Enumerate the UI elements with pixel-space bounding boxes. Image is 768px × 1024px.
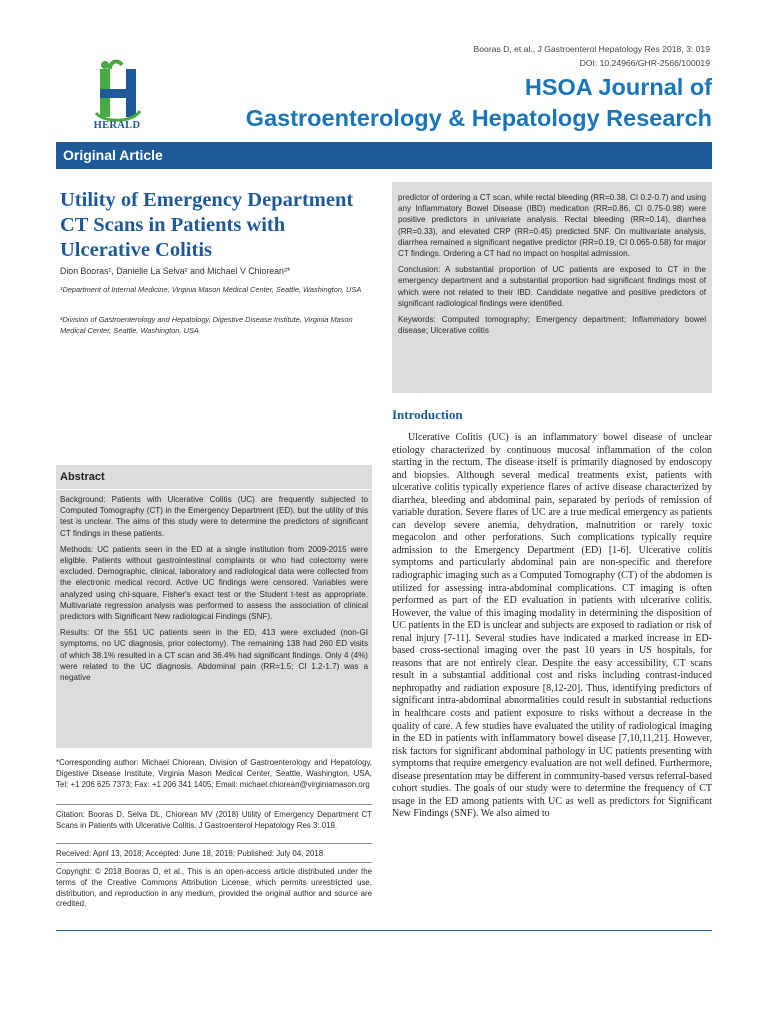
header-citation: [370, 42, 710, 70]
introduction-heading: Introduction: [392, 407, 463, 422]
abstract-background: Background: Patients with Ulcerative Colitis (UC) are frequently subjected to Computed Tomography (CT) in the Emergency Department (ED), but the utility of this test is unclear. The aims of this study were to determine the predictors of significant CT findings in these patients.: [60, 495, 368, 538]
note-divider: [56, 804, 372, 805]
abstract-body: [60, 494, 368, 688]
citation-line: Booras D, et al., J Gastroenterol Hepatology Res 2018, 3: 019: [473, 44, 710, 54]
abstract-results: Results: Of the 551 UC patients seen in the ED, 413 were excluded (non-GI symptoms, no UC diagnosis, prior colectomy). The remaining 138 had 260 ED visits of which 38.1% resulted in a CT scan and 36.4% had significant findings. Only 4 (4%) were related to the UC diagnosis. Abdominal pain (RR=1.5; CI 1.2-1.7) was a negative: [60, 628, 368, 683]
paper-title: Utility of Emergency Department CT Scans in Patients with Ulcerative Colitis: [60, 189, 354, 261]
abstract-heading: Abstract: [60, 471, 105, 483]
article-type-label: Original Article: [63, 147, 163, 163]
affiliation-1: ¹Department of Internal Medicine, Virginia Mason Medical Center, Seattle, Washington, USA: [60, 285, 362, 294]
abstract-keywords: Keywords: Computed tomography; Emergency department; Inflammatory bowel disease; Ulcerative colitis: [398, 315, 706, 336]
journal-title-line2: Gastroenterology & Hepatology Research: [245, 105, 712, 131]
citation-note: Citation: Booras D, Selva DL, Chiorean MV (2018) Utility of Emergency Department CT Scans in Patients with Ulcerative Colitis. J Gastroenterol Hepatology Res 3: 019.: [56, 810, 372, 830]
logo-text: HERALD: [93, 120, 141, 131]
note-divider: [56, 862, 372, 863]
abstract-results-continued: predictor of ordering a CT scan, while rectal bleeding (RR=0.38, CI 0.2-0.7) and using any Inflammatory Bowel Disease (IBD) medication (RR=0.86, CI 0.75-0.98) were positive predictors in univariate analysis. Rectal bleeding (RR=0.14), diarrhea (RR=0.33), and elevated CRP (RR=0.45) predicted SNF. On multivariate analysis, diarrhea remained a significant negative predictor (RR=0.19, CI 0.065-0.58) for major CT findings. Ordering a CT had no impact on hospital admission.: [398, 193, 706, 259]
abstract-continued-box: [392, 182, 712, 393]
note-divider: [56, 843, 372, 844]
corresponding-author-note: *Corresponding author: Michael Chiorean, Division of Gastroenterology and Hepatology, Digestive Disease Institute, Virginia Mason Medical Center, Seattle, Washington, USA, Tel: +1 206 625 7373; Fax: +1 206 341 1405; Email: michael.chiorean@virginiamason.org: [56, 758, 372, 789]
abstract-methods: Methods: UC patients seen in the ED at a single institution from 2009-2015 were eligible. Patients without gastrointestinal complaints or who had colectomy were excluded. Demographic, clinical, laboratory and radiological data were collected from the electronic medical record. Active UC findings were censored. Variables were analyzed using chi-square, Fisher's exact test or the Student t-test as appropriate. Multivariate regression analysis was performed to assess the association of clinical predictors with Significant New radiological Findings (SNF).: [60, 544, 368, 622]
abstract-continued-body: [398, 192, 706, 341]
abstract-conclusion: Conclusion: A substantial proportion of UC patients are exposed to CT in the emergency department and a substantial proportion had significant findings most of which were not related to their IBD. Candidate negative and positive predictors of significant radiological findings were identified.: [398, 265, 706, 308]
author-list: Dion Booras¹, Danielle La Selva² and Michael V Chiorean²*: [60, 266, 291, 276]
dates-note: Received: April 13, 2018; Accepted: June 18, 2018; Published: July 04, 2018: [56, 849, 324, 858]
abstract-box: [56, 465, 372, 748]
affiliation-2: ²Division of Gastroenterology and Hepatology, Digestive Disease Institute, Virginia Mason Medical Center, Seattle, Washington, USA: [60, 315, 353, 335]
footer-divider: [56, 930, 712, 931]
doi-line: DOI: 10.24966/GHR-2566/100019: [579, 58, 710, 68]
article-type-bar: [56, 142, 712, 169]
journal-title: [246, 72, 712, 134]
abstract-divider: [56, 489, 372, 490]
journal-title-line1: HSOA Journal of: [524, 74, 712, 100]
introduction-body: Ulcerative Colitis (UC) is an inflammatory bowel disease of unclear etiology characterized by continuous mucosal inflammation of the colon starting in the rectum. The disease itself is primarily diagnosed by endoscopy and biopsies. Although several medical treatments exist, patients with ulcerative colitis typically experience flares of active disease characterized by diarrhea, bleeding and abdominal pain, separated by periods of remission of variable duration. Severe flares of UC are a true medical emergency as patients can develop severe anemia, dehydration, malnutrition or rarely toxic megacolon and other perforations. Such complications typically require admission to the Emergency Department (ED) [1-6]. Ulcerative colitis symptoms and particularly abdominal pain are non-specific and therefore radiographic imaging such as a Computed Tomography (CT) of the abdomen is utilized for assessing intra-abdominal complications. CT imaging is often performed as part of the ED evaluation in patients with ulcerative colitis. However, the value of this imaging modality in determining the disposition of UC patients in the ED is unclear and subjects are exposed to radiation or risk of renal injury [7-11]. Several studies have indicated a marked increase in ED-based cross-sectional imaging over the past 10 years in US hospitals, for reasons that are not entirely clear. Despite the easy accessibility, CT scans result in a substantial additional cost and risks including contrast-induced nephropathy and radiation exposure [8,12-20]. Thus, identifying predictors of significant intra-abdominal abnormalities could result in substantial reductions in healthcare costs and patient exposure to risks without a decrease in the quality of care. A few studies have evaluated the utility of radiological imaging in the ED in patients with inflammatory bowel disease [7,10,11,21]. However, risk factors for significant abdominal pathology in UC patients presenting with symptoms that require emergency evaluation are not well defined. Furthermore, disease presentation may be different in community-based versus referral-based cohort studies. The goals of our study were to determine the frequency of CT usage in the ED among patients with UC as well as predictors for Significant New Findings (SNF). We also aimed to: [392, 432, 712, 820]
copyright-note: Copyright: © 2018 Booras D, et al., This is an open-access article distributed under the terms of the Creative Commons Attribution License, which permits unrestricted use, distribution, and reproduction in any medium, provided the original author and source are credited.: [56, 867, 372, 909]
